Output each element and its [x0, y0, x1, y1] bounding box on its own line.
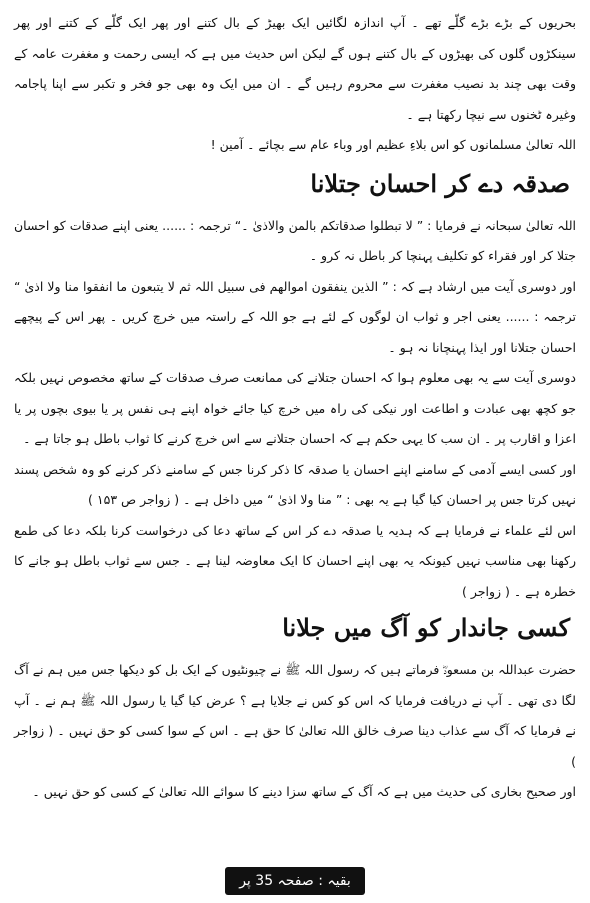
intro-paragraph-1: بحریوں کے بڑے بڑے گلّے تھے ۔ آپ اندازہ لگائیں ایک بھیڑ کے بال کتنے اور پھر ایک گلّے کے کتنے اور پھر سینکڑوں گلوں کی بھیڑوں کے بال کتنے ہوں گے لیکن اس حدیث میں ہے کہ ایسی رحمت و مغفرت عامہ کے وقت بھی چند بد نصیب مغفرت سے محروم رہیں گے ۔ ان میں ایک وہ بھی جو فخر و تکبر سے اپنا پاجامہ وغیرہ ٹخنوں سے نیچا رکھتا ہے ۔: [14, 15, 576, 122]
section-heading-charity-reproach: صدقہ دے کر احسان جتلانا: [310, 168, 570, 198]
section1-paragraph-2: اور دوسری آیت میں ارشاد ہے کہ : ” الذین ینفقون اموالھم فی سبیل اللہ ثم لا یتبعون ما انفقوا منا ولا اذیٰ “ ترجمہ : ...... یعنی اجر و ثواب ان لوگوں کے لئے ہے جو اللہ کے راستہ میں خرچ کریں ۔ پھر اس کے پیچھے احسان جتلانا اور ایذا پہنچانا نہ ہو ۔: [14, 278, 576, 355]
section-heading-burning-living-beings: کسی جاندار کو آگ میں جلانا: [282, 613, 570, 642]
intro-paragraph-2: اللہ تعالیٰ مسلمانوں کو اس بلاءِ عظیم اور وباء عام سے بچائے ۔ آمین !: [210, 137, 576, 152]
section1-paragraph-5: اس لئے علماء نے فرمایا ہے کہ ہدیہ یا صدقہ دے کر اس کے ساتھ دعا کی درخواست کرنا بلکہ دعا کی طمع رکھنا بھی مناسب نہیں کیونکہ یہ بھی اپنے احسان کا ایک معاوضہ لینا ہے ۔ جس سے ثواب باطل ہو جانے کا خطرہ ہے ۔ ( زواجر ): [14, 522, 576, 599]
section2-paragraph-1: حضرت عبداللہ بن مسعودؓ فرماتے ہیں کہ رسول اللہ ﷺ نے چیونٹیوں کے ایک بل کو دیکھا جس میں ہم نے آگ لگا دی تھی ۔ آپ نے دریافت فرمایا کہ اس کو کس نے جلایا ہے ؟ عرض کیا گیا یا رسول اللہ ﷺ ہم نے ۔ آپ نے فرمایا کہ آگ سے عذاب دینا صرف خالق اللہ تعالیٰ کا حق ہے ۔ اس کے سوا کسی کو حق نہیں ۔ ( زواجر ): [14, 662, 576, 769]
page-footer: [0, 867, 590, 895]
section1-paragraph-3: دوسری آیت سے یہ بھی معلوم ہوا کہ احسان جتلانے کی ممانعت صرف صدقات کے ساتھ مخصوص نہیں بلکہ جو کچھ بھی عبادت و اطاعت اور نیکی کی راہ میں خرچ کیا جائے خواہ اپنے ہی نفس پر یا بیوی بچوں پر یا اعزا و اقارب پر ۔ ان سب کا یہی حکم ہے کہ احسان جتلانے سے اس خرچ کرنے کا ثواب باطل ہو جاتا ہے ۔: [14, 370, 576, 446]
continued-on-page-label: بقیہ : صفحہ 35 پر: [225, 867, 365, 895]
section2-paragraph-2: اور صحیح بخاری کی حدیث میں ہے کہ آگ کے ساتھ سزا دینے کا سوائے اللہ تعالیٰ کے کسی کو حق نہیں ۔: [32, 784, 576, 799]
section1-paragraph-4: اور کسی ایسے آدمی کے سامنے اپنے احسان یا صدقہ کا ذکر کرنا جس کے سامنے ذکر کرنے کو وہ شخص پسند نہیں کرتا جس پر احسان کیا گیا ہے یہ بھی : ” منا ولا اذیٰ “ میں داخل ہے ۔ ( زواجر ص ۱۵۳ ): [14, 461, 576, 507]
section1-paragraph-1: اللہ تعالیٰ سبحانہ نے فرمایا : ” لا تبطلوا صدقاتکم بالمن والاذیٰ ۔“ ترجمہ : ...... یعنی اپنے صدقات کو احسان جتلا کر اور فقراء کو تکلیف پہنچا کر باطل نہ کرو ۔: [14, 217, 576, 263]
